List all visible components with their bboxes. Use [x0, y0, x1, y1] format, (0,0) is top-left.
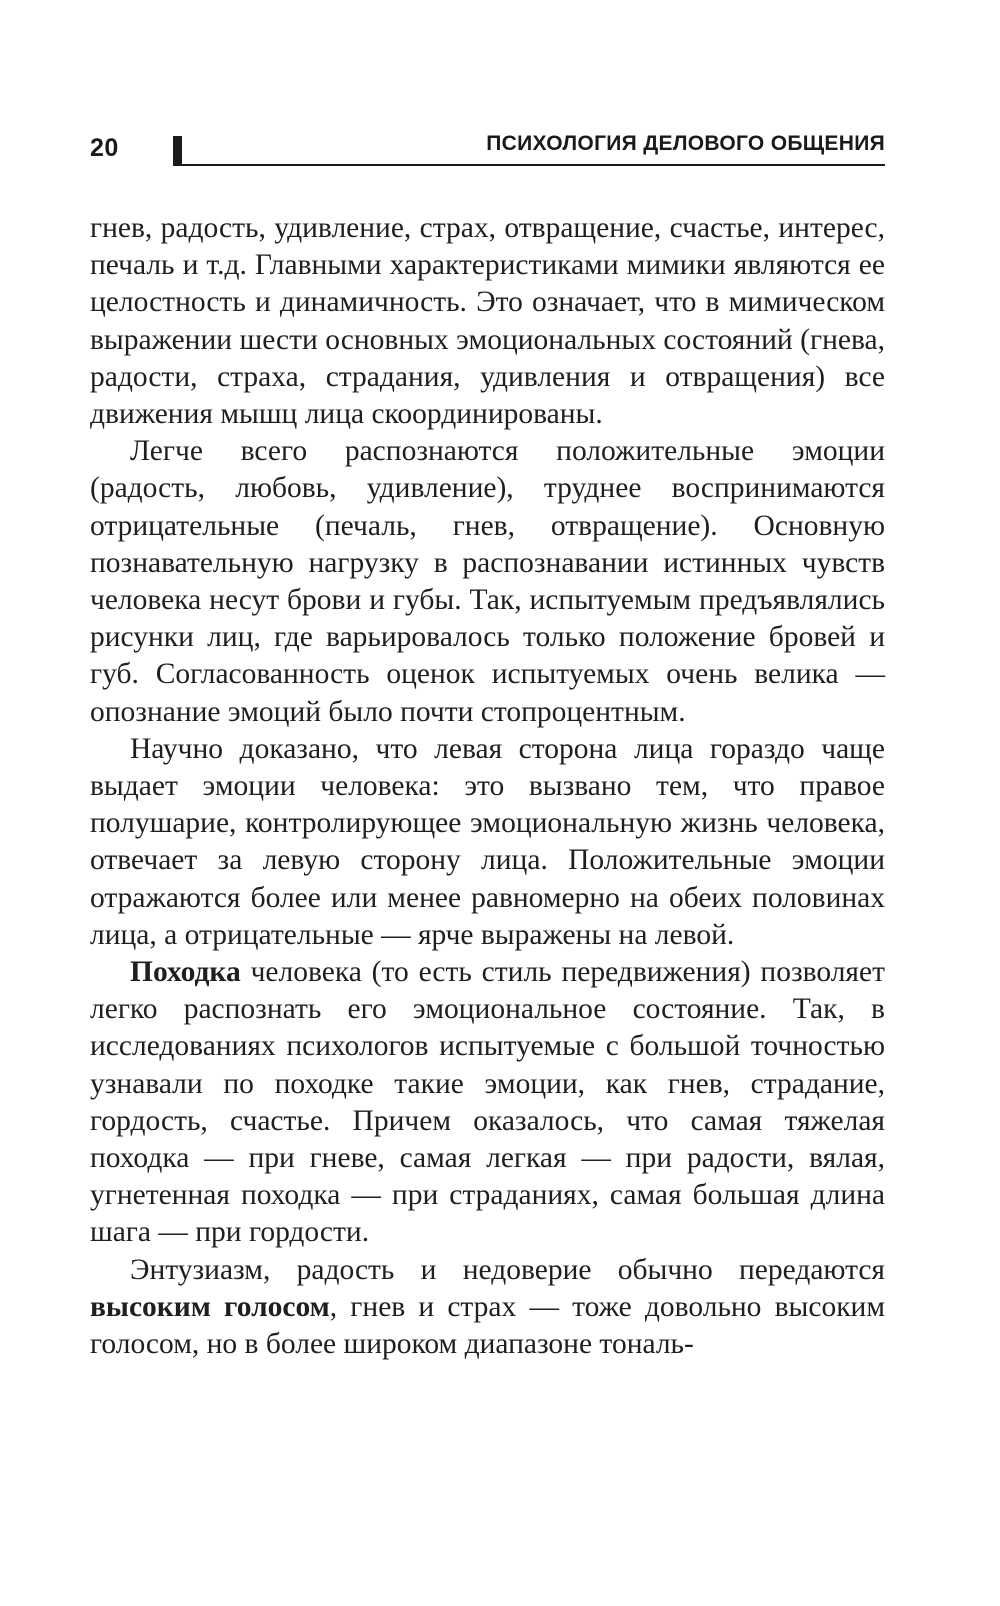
paragraph-3-text: Научно доказано, что левая сторона лица гораздо чаще выдает эмоции человека: это вызвано тем, что правое полушарие, контролирующее эмоциональную жизнь человека, отвечает за левую сторону лица. Положительные эмоции отражаются более или менее равномерно на обеих половинах лица, а отрицательные — ярче выражены на левой. — [90, 732, 885, 951]
paragraph-4-text: человека (то есть стиль передвижения) позволяет легко распознать его эмоциональное состояние. Так, в исследованиях психологов испытуемые с большой точностью узнавали по походке такие эмоции, как гнев, страдание, гордость, счастье. Причем оказалось, что самая тяжелая походка — при гневе, самая легкая — при радости, вялая, угнетенная походка — при страданиях, самая большая длина шага — при гордости. — [90, 956, 885, 1249]
paragraph-2-text: Легче всего распознаются положительные эмоции (радость, любовь, удивление), труднее воспринимаются отрицательные (печаль, гнев, отвращение). Основную познавательную нагрузку в распознавании истинных чувств человека несут брови и губы. Так, испытуемым предъявлялись рисунки лиц, где варьировалось только положение бровей и губ. Согласованность оценок испытуемых очень велика — опознание эмоций было почти стопроцентным. — [90, 435, 885, 728]
paragraph-1 — [90, 210, 885, 433]
paragraph-3 — [90, 731, 885, 954]
paragraph-5-lead: Энтузиазм, радость и недоверие обычно передаются — [130, 1253, 885, 1286]
paragraph-5-text: , гнев и страх — тоже довольно высоким голосом, но в более широком диапазоне тональ- — [90, 1290, 885, 1361]
header-rule — [182, 164, 885, 166]
paragraph-5-term: высоким голосом — [90, 1290, 330, 1323]
page-number: 20 — [90, 134, 119, 162]
paragraph-4 — [90, 954, 885, 1252]
paragraph-1-text: гнев, радость, удивление, страх, отвращение, счастье, интерес, печаль и т.д. Главными характеристиками мимики являются ее целостность и динамичность. Это означает, что в мимическом выражении шести основных эмоциональных состояний (гнева, радости, страха, страдания, удивления и отвращения) все движения мышц лица скоординированы. — [90, 212, 885, 431]
paragraph-4-term: Походка — [130, 956, 241, 989]
page-header — [90, 130, 885, 166]
header-marker-bar — [173, 136, 182, 166]
running-title: ПСИХОЛОГИЯ ДЕЛОВОГО ОБЩЕНИЯ — [486, 132, 885, 155]
paragraph-5 — [90, 1252, 885, 1364]
page-body — [90, 210, 885, 1363]
paragraph-2 — [90, 433, 885, 731]
